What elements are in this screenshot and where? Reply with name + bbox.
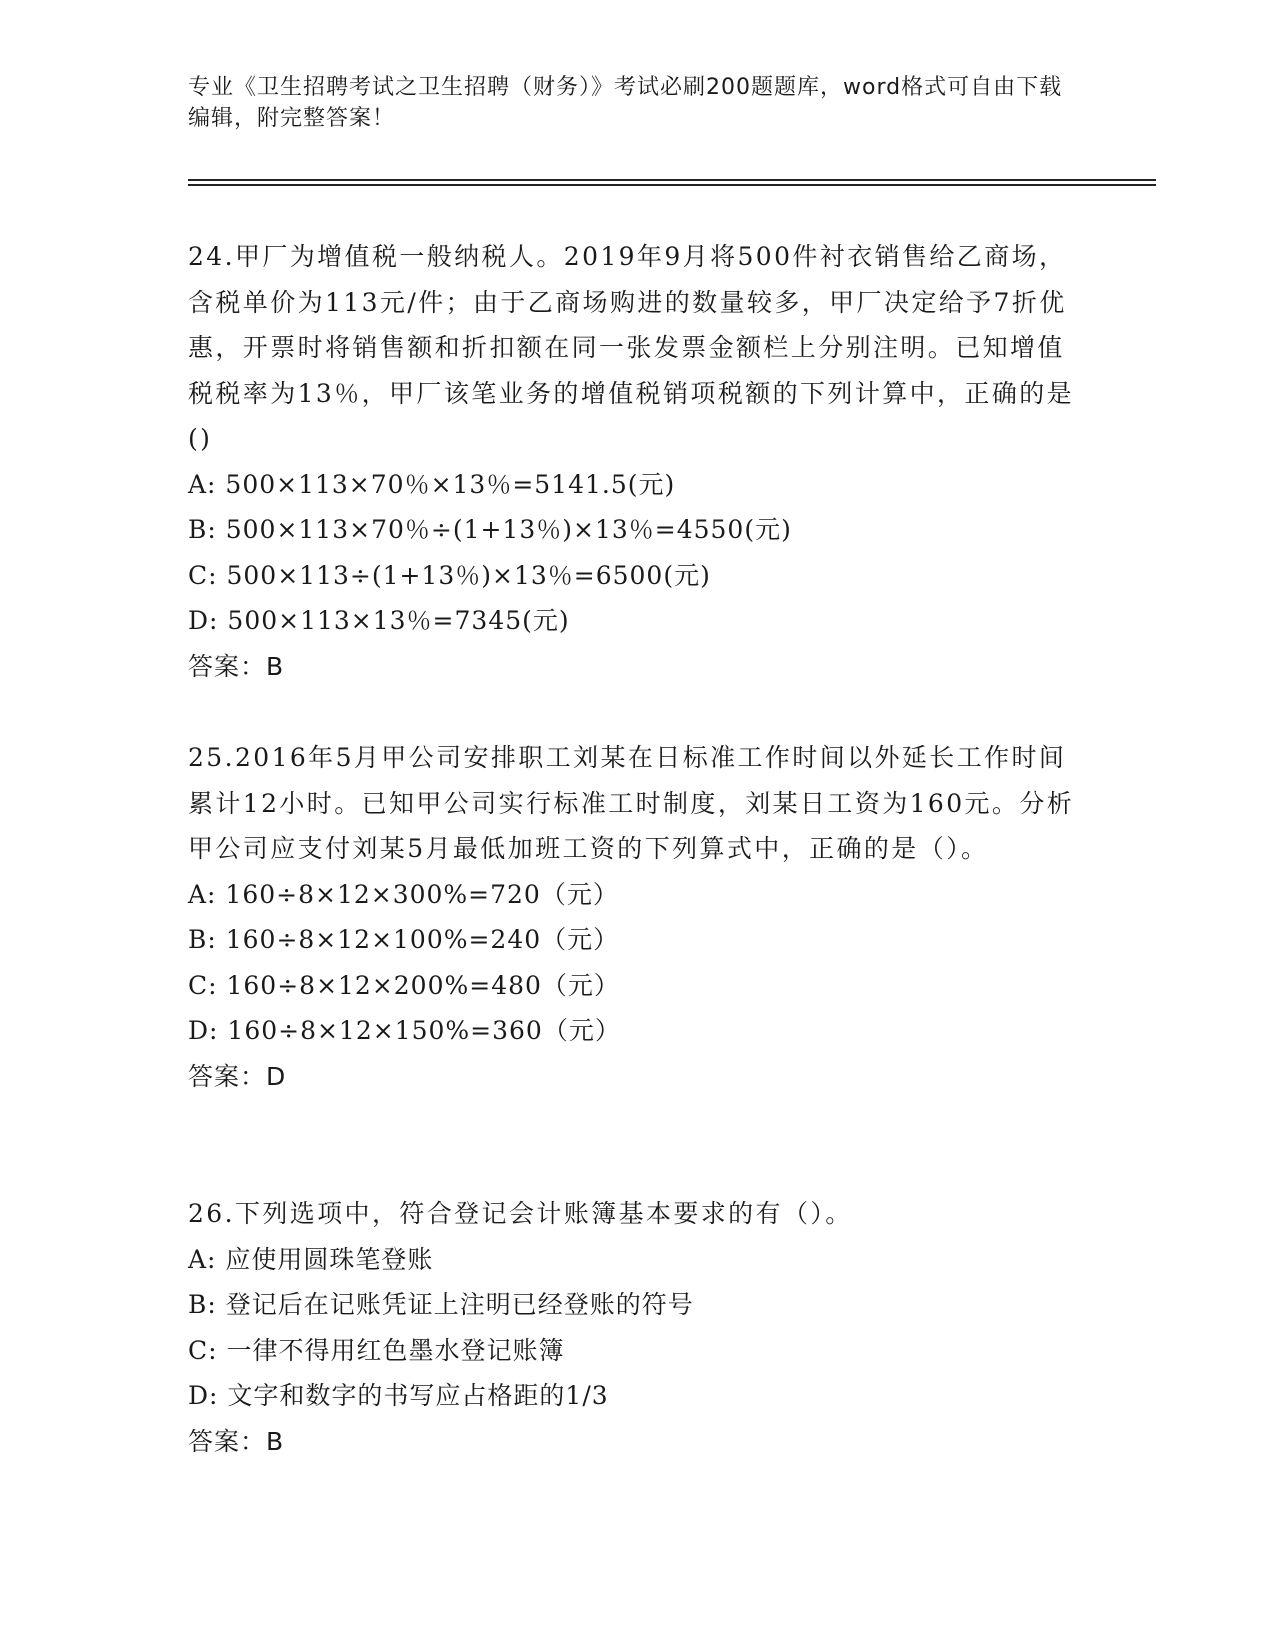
answer: 答案：B	[188, 1426, 285, 1456]
option-a: A: 160÷8×12×300%=720（元）	[188, 879, 619, 909]
option-c: C: 500×113÷(1+13％)×13％=6500(元)	[188, 560, 711, 590]
option-d: D: 160÷8×12×150%=360（元）	[188, 1016, 621, 1045]
option-d: D: 500×113×13％=7345(元)	[188, 606, 570, 635]
option-a: A: 应使用圆珠笔登账	[188, 1244, 434, 1274]
header-divider-top	[188, 179, 1156, 181]
question-stem: 25.2016年5月甲公司安排职工刘某在日标准工作时间以外延长工作时间累计12小时。已知甲公司实行标准工时制度，刘某日工资为160元。分析甲公司应支付刘某5月最低加班工资的下列算式中，正确的是（）。	[188, 743, 1075, 863]
question-26	[188, 1191, 1088, 1464]
question-stem: 24.甲厂为增值税一般纳税人。2019年9月将500件衬衣销售给乙商场，含税单价为113元/件；由于乙商场购进的数量较多，甲厂决定给予7折优惠，开票时将销售额和折扣额在同一张发票金额栏上分别注明。已知增值税税率为13％，甲厂该笔业务的增值税销项税额的下列计算中，正确的是()	[188, 242, 1075, 453]
option-a: A: 500×113×70％×13％=5141.5(元)	[188, 469, 676, 499]
answer: 答案：B	[188, 651, 285, 681]
question-25	[188, 735, 1088, 1099]
option-c: C: 160÷8×12×200%=480（元）	[188, 970, 620, 1000]
header-divider-bottom	[188, 184, 1156, 186]
question-24	[188, 234, 1088, 689]
question-stem: 26.下列选项中，符合登记会计账簿基本要求的有（）。	[188, 1199, 853, 1228]
option-d: D: 文字和数字的书写应占格距的1/3	[188, 1381, 609, 1410]
option-b: B: 160÷8×12×100%=240（元）	[188, 925, 620, 954]
document-header: 专业《卫生招聘考试之卫生招聘（财务）》考试必刷200题题库，word格式可自由下载编辑，附完整答案！	[188, 75, 1063, 131]
option-c: C: 一律不得用红色墨水登记账簿	[188, 1335, 565, 1365]
answer: 答案：D	[188, 1061, 287, 1091]
option-b: B: 500×113×70％÷(1+13％)×13％=4550(元)	[188, 515, 792, 544]
option-b: B: 登记后在记账凭证上注明已经登账的符号	[188, 1290, 694, 1319]
